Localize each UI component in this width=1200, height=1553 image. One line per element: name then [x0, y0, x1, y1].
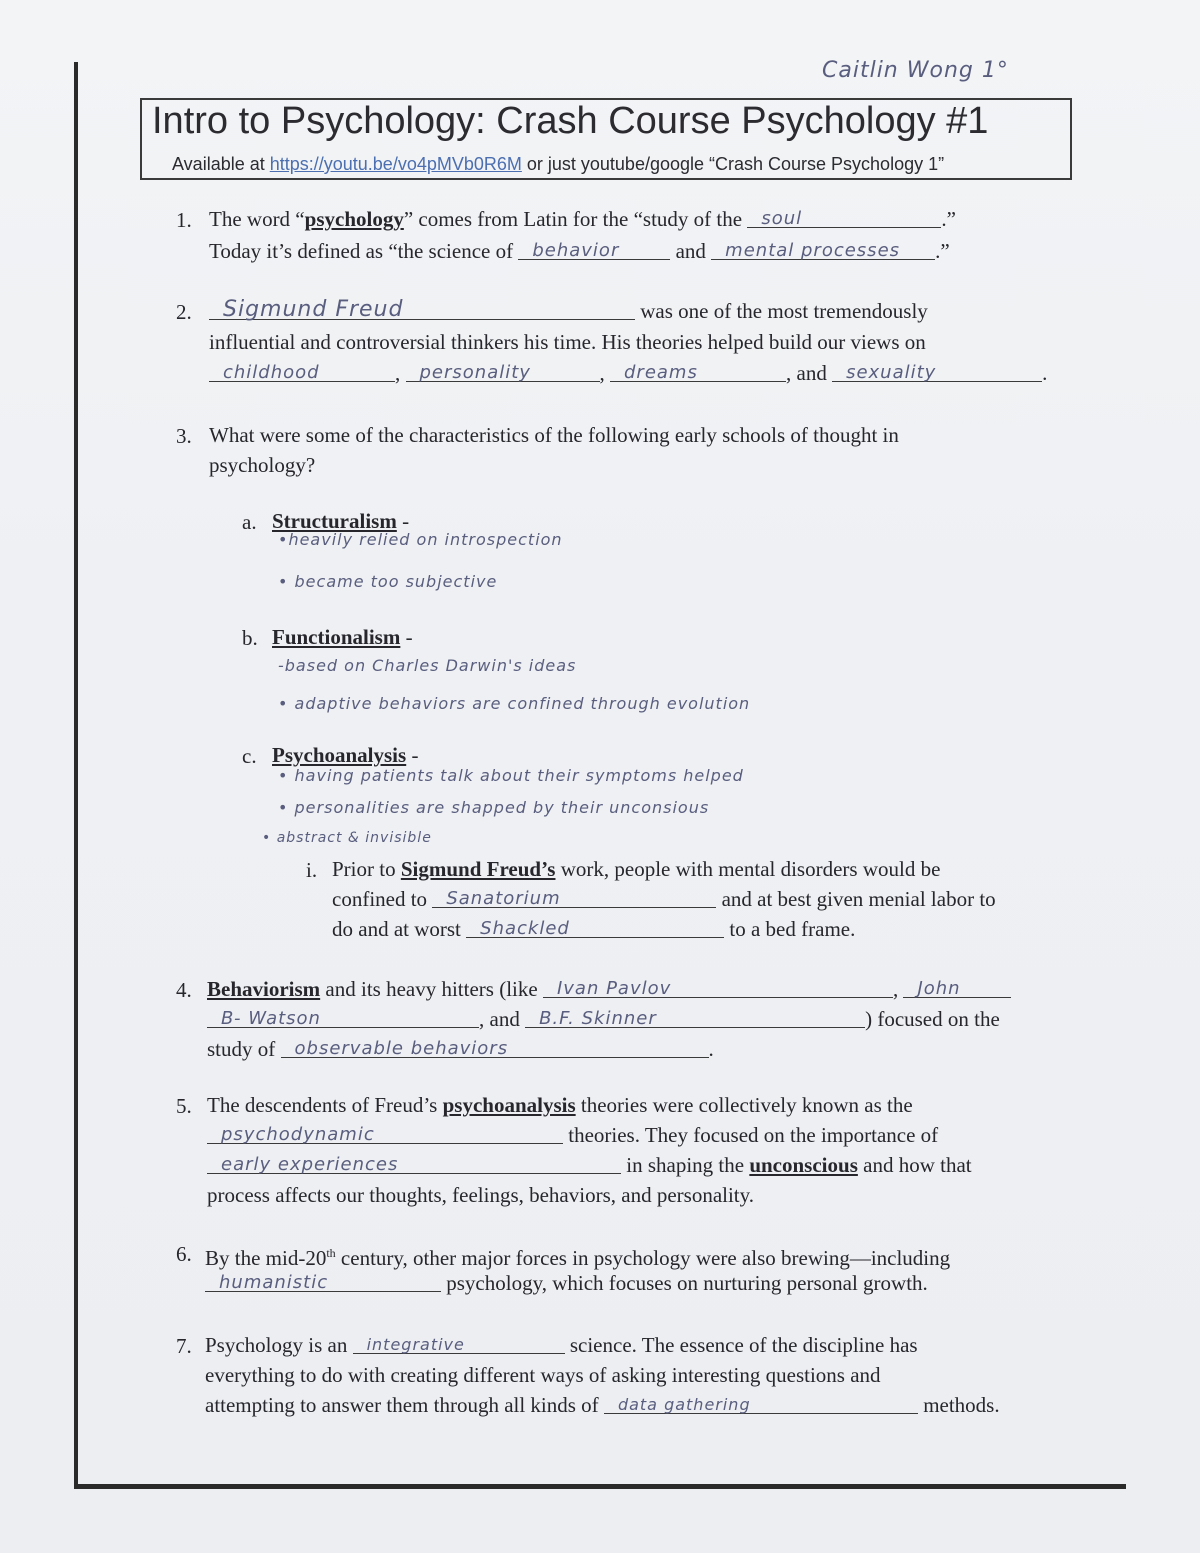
q3ci-answer-1-field[interactable]: Sanatorium — [432, 884, 716, 908]
q3-line1: What were some of the characteristics of the following early schools of thought in — [209, 423, 899, 447]
q5-line3: early experiences in shaping the unconscious and how that — [207, 1150, 972, 1180]
q3c-label: c. — [242, 744, 257, 768]
q4-answer-4-field[interactable]: observable behaviors — [281, 1034, 709, 1058]
q3a-note-2: • became too subjective — [278, 572, 498, 591]
q3-number: 3. — [176, 424, 192, 448]
q3ci-line1: Prior to Sigmund Freud’s work, people with mental disorders would be — [332, 857, 941, 881]
q3c-note-2: • personalities are shapped by their unconsious — [278, 798, 710, 817]
q2-line1: Sigmund Freud was one of the most tremendously — [209, 296, 928, 326]
page-title: Intro to Psychology: Crash Course Psychology #1 — [152, 100, 989, 142]
q3b-heading: Functionalism - — [272, 625, 413, 649]
q4-line2: B- Watson , and B.F. Skinner ) focused on the — [207, 1004, 1000, 1034]
q4-line3: study of observable behaviors . — [207, 1034, 714, 1064]
q4-answer-1-field[interactable]: Ivan Pavlov — [543, 974, 893, 998]
q4-answer-2a-field[interactable]: John — [903, 974, 1011, 998]
q1-line1: The word “psychology” comes from Latin for the “study of the soul .” — [209, 204, 956, 234]
q4-line1: Behaviorism and its heavy hitters (like Ivan Pavlov , John — [207, 974, 1011, 1004]
q7-answer-2-field[interactable]: data gathering — [604, 1390, 918, 1414]
q7-line3: attempting to answer them through all kinds of data gathering methods. — [205, 1390, 1000, 1420]
q6-number: 6. — [176, 1242, 192, 1266]
q3a-note-1: •heavily relied on introspection — [278, 530, 563, 549]
q7-line1: Psychology is an integrative science. The essence of the discipline has — [205, 1330, 918, 1360]
q3ci-answer-2-field[interactable]: Shackled — [466, 914, 724, 938]
q3b-label: b. — [242, 626, 258, 650]
q2-answer-1-field[interactable]: childhood — [209, 358, 395, 382]
q5-number: 5. — [176, 1094, 192, 1118]
q7-answer-1-field[interactable]: integrative — [353, 1330, 565, 1354]
q2-line2: influential and controversial thinkers his time. His theories helped build our views on — [209, 330, 926, 354]
q3b-note-2: • adaptive behaviors are confined through evolution — [278, 694, 751, 713]
q7-number: 7. — [176, 1334, 192, 1358]
q3c-note-3: • abstract & invisible — [262, 830, 432, 846]
q4-answer-2b-field[interactable]: B- Watson — [207, 1004, 479, 1028]
q1-number: 1. — [176, 208, 192, 232]
q6-answer-field[interactable]: humanistic — [205, 1268, 441, 1292]
q5-line4: process affects our thoughts, feelings, behaviors, and personality. — [207, 1183, 755, 1207]
q3a-label: a. — [242, 510, 257, 534]
q6-line1: By the mid-20th century, other major forces in psychology were also brewing—including — [205, 1246, 951, 1270]
q3c-note-1: • having patients talk about their symptoms helped — [278, 766, 744, 785]
q3c-heading: Psychoanalysis - — [272, 743, 419, 767]
q2-number: 2. — [176, 300, 192, 324]
q2-answer-4-field[interactable]: sexuality — [832, 358, 1042, 382]
header-subtitle: Available at https://youtu.be/vo4pMVb0R6M or just youtube/google “Crash Course Psychology 1” — [172, 154, 945, 174]
student-name: Caitlin Wong 1° — [822, 58, 1009, 83]
q2-line3: childhood , personality , dreams , and sexuality . — [209, 358, 1047, 388]
q1-line2: Today it’s defined as “the science of behavior and mental processes .” — [209, 236, 950, 266]
page-left-edge — [74, 62, 78, 1488]
video-link[interactable]: https://youtu.be/vo4pMVb0R6M — [269, 154, 522, 174]
q6-line2: humanistic psychology, which focuses on nurturing personal growth. — [205, 1268, 928, 1298]
q5-answer-2-field[interactable]: early experiences — [207, 1150, 621, 1174]
header-box — [140, 98, 1072, 180]
q2-answer-3-field[interactable]: dreams — [610, 358, 786, 382]
q2-answer-person-field[interactable]: Sigmund Freud — [209, 296, 635, 320]
q3b-note-1: -based on Charles Darwin's ideas — [278, 656, 577, 675]
page-bottom-edge — [74, 1484, 1126, 1489]
q3ci-line3: do and at worst Shackled to a bed frame. — [332, 914, 855, 944]
q7-line2: everything to do with creating different ways of asking interesting questions and — [205, 1363, 881, 1387]
q3a-heading: Structuralism - — [272, 509, 410, 533]
q2-answer-2-field[interactable]: personality — [406, 358, 600, 382]
q5-answer-1-field[interactable]: psychodynamic — [207, 1120, 563, 1144]
q4-answer-3-field[interactable]: B.F. Skinner — [525, 1004, 865, 1028]
q3ci-line2: confined to Sanatorium and at best given menial labor to — [332, 884, 996, 914]
q5-line1: The descendents of Freud’s psychoanalysis theories were collectively known as the — [207, 1093, 913, 1117]
q1-answer-behavior-field[interactable]: behavior — [518, 236, 670, 260]
q1-answer-soul-field[interactable]: soul — [747, 204, 941, 228]
q5-line2: psychodynamic theories. They focused on the importance of — [207, 1120, 938, 1150]
q3ci-label: i. — [306, 858, 318, 882]
q3-line2: psychology? — [209, 453, 316, 477]
q1-answer-mental-field[interactable]: mental processes — [711, 236, 935, 260]
q4-number: 4. — [176, 978, 192, 1002]
